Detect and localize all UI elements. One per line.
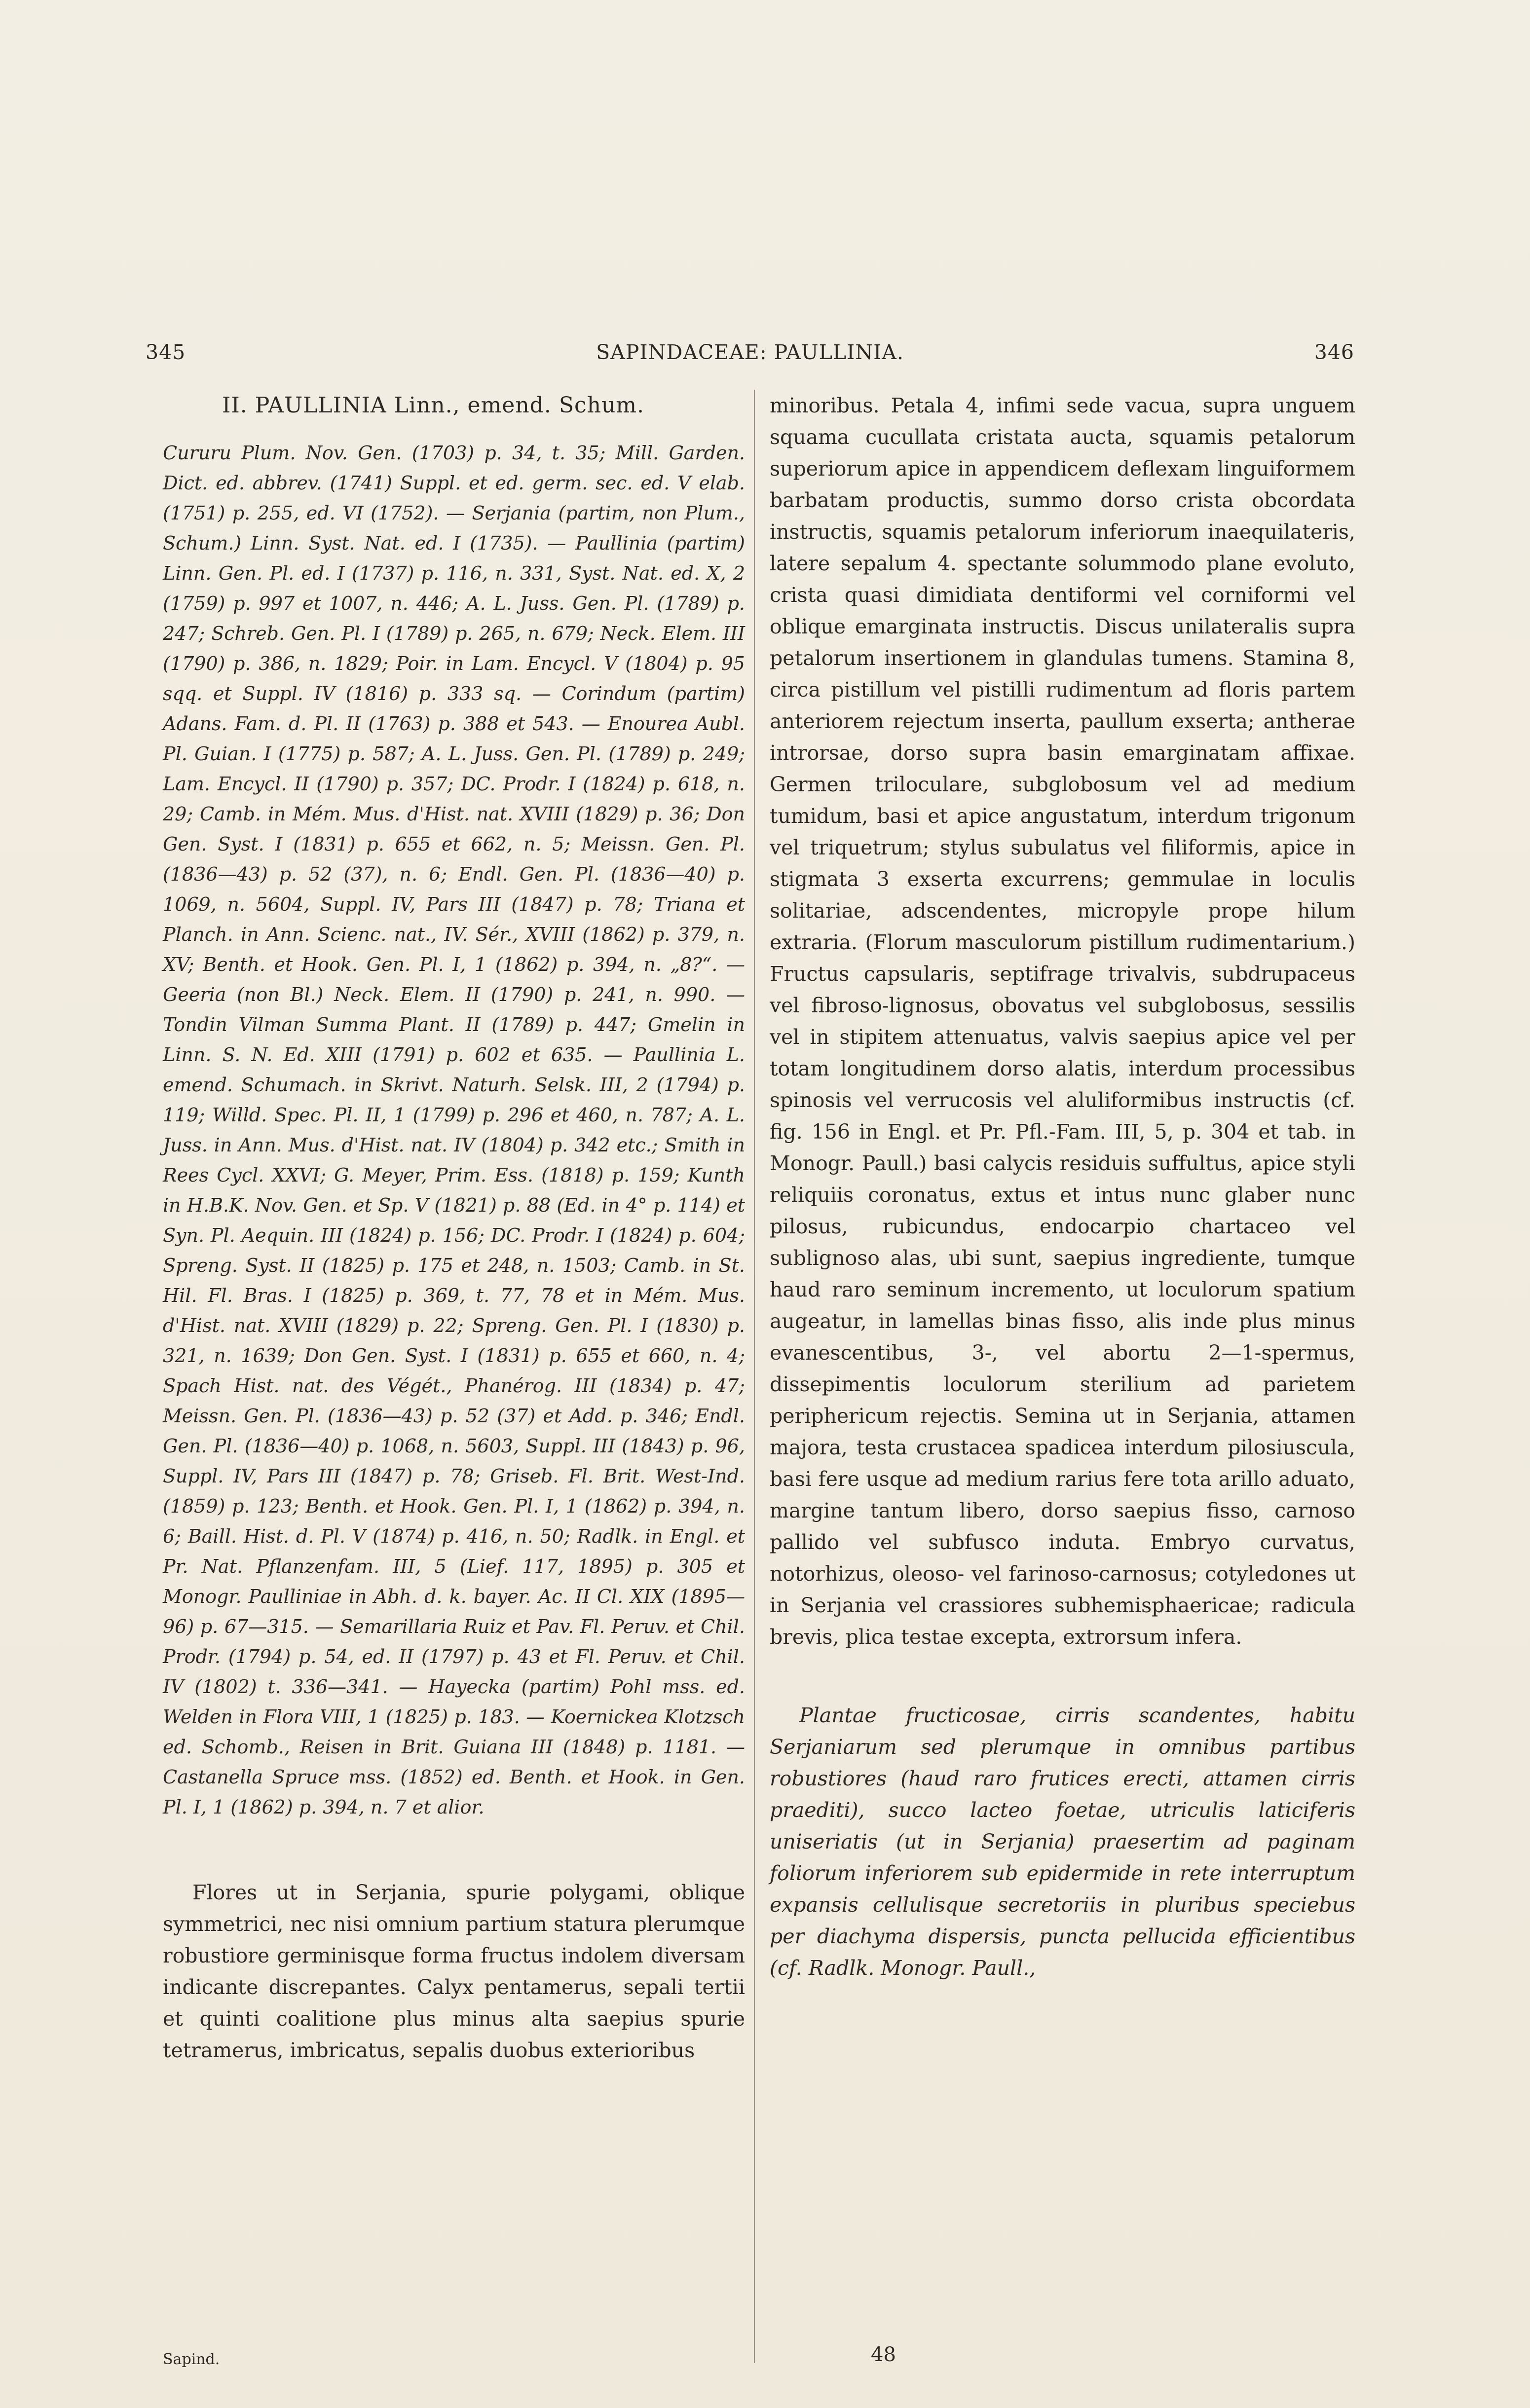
genus-title: II. PAULLINIA Linn., emend. Schum. <box>222 393 644 418</box>
sheet-number: 48 <box>871 2343 896 2366</box>
plantae-paragraph: Plantae fructicosae, cirris scandentes, habitu Serjaniarum sed plerumque in omnibus partibus robustiores (haud raro frutices erecti, attamen cirris praediti), succo lacteo foetae, utriculis laticiferis uniseriatis (ut in Serjania) praesertim ad paginam foliorum inferiorem sub epidermide in rete interruptum expansis cellulisque secretoriis in pluribus speciebus per diachyma dispersis, puncta pellucida efficientibus (cf. Radlk. Monogr. Paull., <box>770 1704 1355 1980</box>
section-gap <box>163 1822 745 1877</box>
description-paragraph: minoribus. Petala 4, infimi sede vacua, supra unguem squama cucullata cristata aucta, squamis petalorum superiorum apice in appendicem deflexam linguiformem barbatam productis, summo dorso crista obcordata instructis, squamis petalorum inferiorum inaequilateris, latere sepalum 4. spectante solummodo plane evoluto, crista quasi dimidiata dentiformi vel corniformi vel oblique emarginata instructis. Discus unilateralis supra petalorum insertionem in glandulas tumens. Stamina 8, circa pistillum vel pistilli rudimentum ad floris partem anteriorem rejectum inserta, paullum exserta; antherae introrsae, dorso supra basin emarginatam affixae. Germen triloculare, subglobosum vel ad medium tumidum, basi et apice angustatum, interdum trigonum vel triquetrum; stylus subulatus vel filiformis, apice in stigmata 3 exserta excurrens; gemmulae in loculis solitariae, adscendentes, micropyle prope hilum extraria. (Florum masculorum pistillum rudimentarium.) Fructus capsularis, septifrage trivalvis, subdrupaceus vel fibroso-lignosus, obovatus vel subglobosus, sessilis vel in stipitem attenuatus, valvis saepius apice vel per totam longitudinem dorso alatis, interdum processibus spinosis vel verrucosis vel aluliformibus instructis (cf. fig. 156 in Engl. et Pr. Pfl.-Fam. III, 5, p. 304 et tab. in Monogr. Paull.) basi calycis residuis suffultus, apice styli reliquiis coronatus, extus et intus nunc glaber nunc pilosus, rubicundus, endocarpio chartaceo vel sublignoso alas, ubi sunt, saepius ingrediente, tumque haud raro seminum incremento, ut loculorum spatium augeatur, in lamellas binas fisso, alis inde plus minus evanescentibus, 3-, vel abortu 2—1-spermus, dissepimentis loculorum sterilium ad parietem periphericum rejectis. Semina ut in Serjania, attamen majora, testa crustacea spadicea interdum pilosiuscula, basi fere usque ad medium rarius fere tota arillo aduato, margine tantum libero, dorso saepius fisso, carnoso pallido vel subfusco induta. Embryo curvatus, notorhizus, oleoso- vel farinoso-carnosus; cotyledones ut in Serjania vel crassiores subhemisphaericae; radicula brevis, plica testae excepta, extrorsum infera. <box>770 394 1355 1649</box>
running-header <box>146 340 1354 370</box>
left-column <box>163 390 745 2066</box>
flores-paragraph: Flores ut in Serjania, spurie polygami, oblique symmetrici, nec nisi omnium partium statura plerumque robustiore germinisque forma fructus indolem diversam indicante discrepantes. Calyx pentamerus, sepali tertii et quinti coalitione plus minus alta saepius spurie tetramerus, imbricatus, sepalis duobus exterioribus <box>163 1881 745 2062</box>
page-number-left: 345 <box>146 340 186 364</box>
page-number-right: 346 <box>1314 340 1354 364</box>
synonymy-block: Cururu Plum. Nov. Gen. (1703) p. 34, t. 35; Mill. Garden. Dict. ed. abbrev. (1741) Suppl. et ed. germ. sec. ed. V elab. (1751) p. 255, ed. VI (1752). — Serjania (partim, non Plum., Schum.) Linn. Syst. Nat. ed. I (1735). — Paullinia (partim) Linn. Gen. Pl. ed. I (1737) p. 116, n. 331, Syst. Nat. ed. X, 2 (1759) p. 997 et 1007, n. 446; A. L. Juss. Gen. Pl. (1789) p. 247; Schreb. Gen. Pl. I (1789) p. 265, n. 679; Neck. Elem. III (1790) p. 386, n. 1829; Poir. in Lam. Encycl. V (1804) p. 95 sqq. et Suppl. IV (1816) p. 333 sq. — Corindum (partim) Adans. Fam. d. Pl. II (1763) p. 388 et 543. — Enourea Aubl. Pl. Guian. I (1775) p. 587; A. L. Juss. Gen. Pl. (1789) p. 249; Lam. Encycl. II (1790) p. 357; DC. Prodr. I (1824) p. 618, n. 29; Camb. in Mém. Mus. d'Hist. nat. XVIII (1829) p. 36; Don Gen. Syst. I (1831) p. 655 et 662, n. 5; Meissn. Gen. Pl. (1836—43) p. 52 (37), n. 6; Endl. Gen. Pl. (1836—40) p. 1069, n. 5604, Suppl. IV, Pars III (1847) p. 78; Triana et Planch. in Ann. Scienc. nat., IV. Sér., XVIII (1862) p. 379, n. XV; Benth. et Hook. Gen. Pl. I, 1 (1862) p. 394, n. „8?“. — Geeria (non Bl.) Neck. Elem. II (1790) p. 241, n. 990. — Tondin Vilman Summa Plant. II (1789) p. 447; Gmelin in Linn. S. N. Ed. XIII (1791) p. 602 et 635. — Paullinia L. emend. Schumach. in Skrivt. Naturh. Selsk. III, 2 (1794) p. 119; Willd. Spec. Pl. II, 1 (1799) p. 296 et 460, n. 787; A. L. Juss. in Ann. Mus. d'Hist. nat. IV (1804) p. 342 etc.; Smith in Rees Cycl. XXVI; G. Meyer, Prim. Ess. (1818) p. 159; Kunth in H.B.K. Nov. Gen. et Sp. V (1821) p. 88 (Ed. in 4° p. 114) et Syn. Pl. Aequin. III (1824) p. 156; DC. Prodr. I (1824) p. 604; Spreng. Syst. II (1825) p. 175 et 248, n. 1503; Camb. in St. Hil. Fl. Bras. I (1825) p. 369, t. 77, 78 et in Mém. Mus. d'Hist. nat. XVIII (1829) p. 22; Spreng. Gen. Pl. I (1830) p. 321, n. 1639; Don Gen. Syst. I (1831) p. 655 et 660, n. 4; Spach Hist. nat. des Végét., Phanérog. III (1834) p. 47; Meissn. Gen. Pl. (1836—43) p. 52 (37) et Add. p. 346; Endl. Gen. Pl. (1836—40) p. 1068, n. 5603, Suppl. III (1843) p. 96, Suppl. IV, Pars III (1847) p. 78; Griseb. Fl. Brit. West-Ind. (1859) p. 123; Benth. et Hook. Gen. Pl. I, 1 (1862) p. 394, n. 6; Baill. Hist. d. Pl. V (1874) p. 416, n. 50; Radlk. in Engl. et Pr. Nat. Pflanzenfam. III, 5 (Lief. 117, 1895) p. 305 et Monogr. Paulliniae in Abh. d. k. bayer. Ac. II Cl. XIX (1895—96) p. 67—315. — Semarillaria Ruiz et Pav. Fl. Peruv. et Chil. Prodr. (1794) p. 54, ed. II (1797) p. 43 et Fl. Peruv. et Chil. IV (1802) t. 336—341. — Hayecka (partim) Pohl mss. ed. Welden in Flora VIII, 1 (1825) p. 183. — Koernickea Klotzsch ed. Schomb., Reisen in Brit. Guiana III (1848) p. 1181. — Castanella Spruce mss. (1852) ed. Benth. et Hook. in Gen. Pl. I, 1 (1862) p. 394, n. 7 et alior. <box>163 442 745 1818</box>
column-divider <box>754 390 755 2363</box>
right-column <box>770 390 1355 1984</box>
running-title: SAPINDACEAE: PAULLINIA. <box>596 340 904 364</box>
signature-mark: Sapind. <box>163 2351 220 2368</box>
